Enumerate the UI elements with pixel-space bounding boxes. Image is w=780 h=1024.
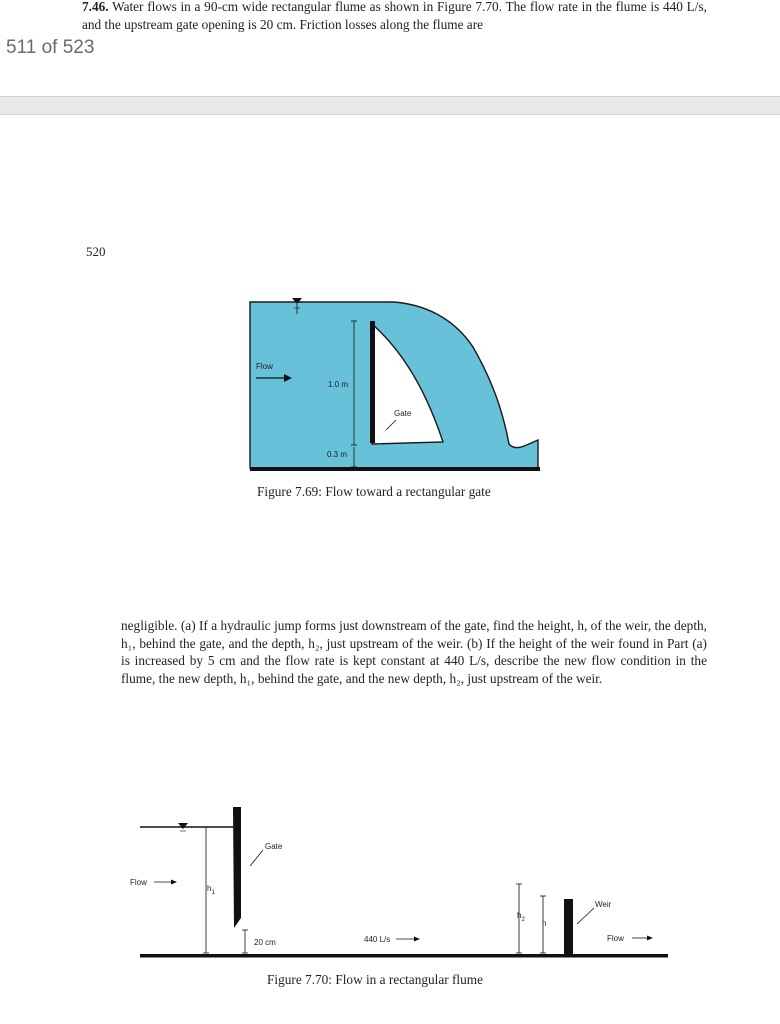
fig69-gate-label: Gate xyxy=(394,409,412,418)
problem-continuation: negligible. (a) If a hydraulic jump forms just downstream of the gate, find the height, h, of the weir, the depth, h₁, behind the gate, and the depth, h₂, just upstream of the weir. (b) If the height of the weir found in Part (a) is increased by 5 cm and the flow rate is kept constant at 440 L/s, describe the new flow condition in the flume, the new depth, h₁, behind the gate, and the new depth, h₂, just upstream of the weir. xyxy=(121,618,707,686)
flowrate-arrow-head-icon xyxy=(414,937,420,942)
problem-intro: Water flows in a 90-cm wide rectangular flume as shown in Figure 7.70. The flow rate in the flume is 440 L/s, and the upstream gate opening is 20 cm. Friction losses along the flume are xyxy=(82,0,707,32)
water-surface-marker-icon-2 xyxy=(178,823,188,829)
figure-7-70 xyxy=(126,800,676,964)
flume-bottom xyxy=(140,954,668,958)
page-number: 520 xyxy=(86,244,106,259)
gate-plate xyxy=(370,321,375,443)
fig70-flow-right: Flow xyxy=(607,934,624,943)
fig70-opening: 20 cm xyxy=(254,938,276,947)
fig70-gate-label: Gate xyxy=(265,842,283,851)
page-counter: 511 of 523 xyxy=(6,37,95,58)
fig70-flowrate: 440 L/s xyxy=(364,935,391,944)
fig70-h1-sub: 1 xyxy=(211,890,215,896)
fig70-h: h xyxy=(542,919,547,928)
figure-7-69-caption: Figure 7.69: Flow toward a rectangular gate xyxy=(257,484,491,499)
flow-arrow-right-head-icon xyxy=(647,936,653,941)
sluice-gate xyxy=(233,807,241,928)
figure-7-69 xyxy=(248,292,542,474)
svg-text:h2 xyxy=(517,911,525,923)
figure-7-70-caption: Figure 7.70: Flow in a rectangular flume xyxy=(267,972,484,987)
weir xyxy=(564,899,573,955)
fig69-dim-lower: 0.3 m xyxy=(327,450,348,459)
fig70-h2: h xyxy=(517,911,522,920)
fig69-dim-upper: 1.0 m xyxy=(328,380,349,389)
flow-arrow-left-head-icon xyxy=(171,880,177,885)
fig70-h1: h xyxy=(207,884,212,893)
fig70-weir-label: Weir xyxy=(595,900,612,909)
problem-intro-text xyxy=(82,0,707,33)
svg-text:h1 xyxy=(207,884,215,896)
page-separator xyxy=(0,96,780,115)
problem-number: 7.46. xyxy=(82,0,109,14)
fig69-flow-label: Flow xyxy=(256,362,273,371)
fig70-h2-sub: 2 xyxy=(521,917,525,923)
channel-bottom xyxy=(250,467,540,471)
fig70-flow-left: Flow xyxy=(130,878,147,887)
